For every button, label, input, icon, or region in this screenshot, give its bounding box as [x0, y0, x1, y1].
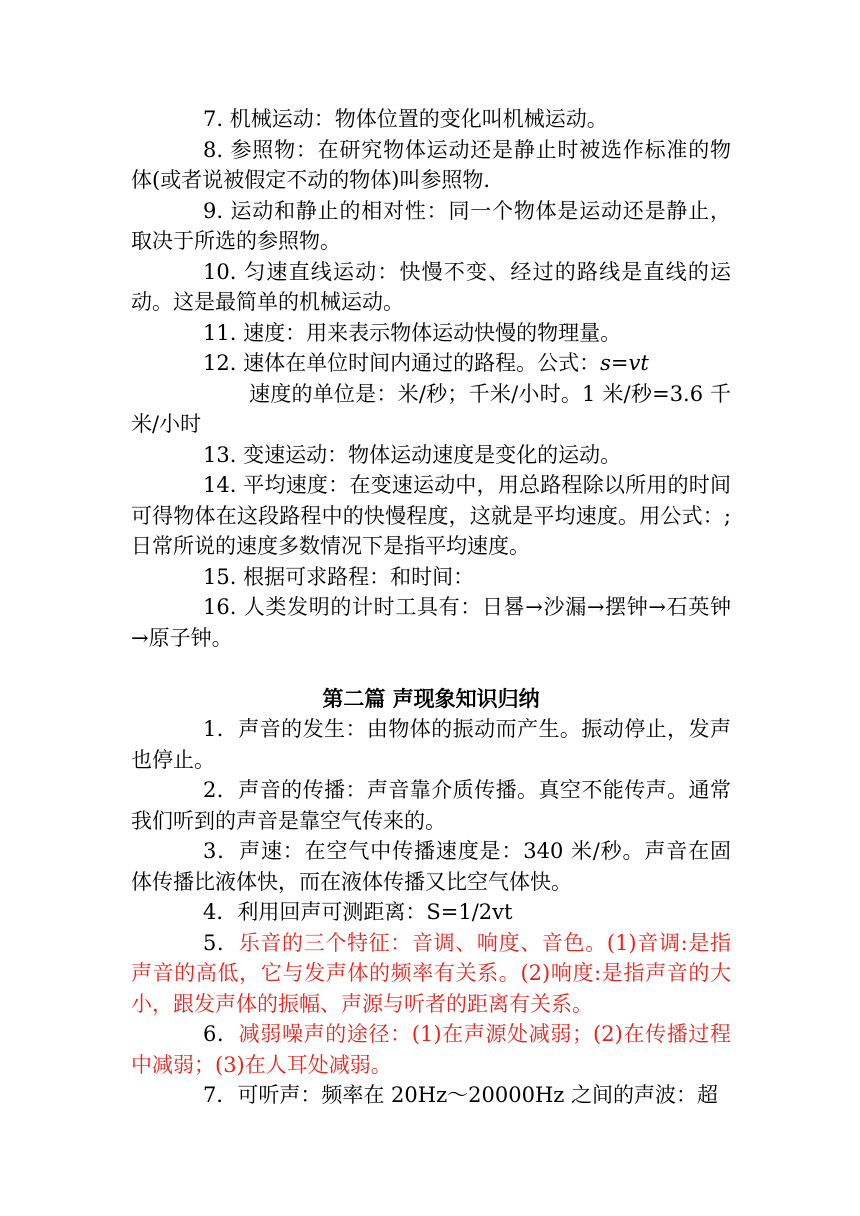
sound-item-4 [131, 897, 731, 928]
paragraph-10 [131, 257, 731, 318]
paragraph-14 [131, 470, 731, 562]
sound-item-5-highlight: 乐音的三个特征：音调、响度、音色。(1)音调:是指声音的高低，它与发声体的频率有关系。(2)响度:是指声音的大小，跟发声体的振幅、声源与听者的距离有关系。 [131, 930, 731, 1016]
paragraph-15 [131, 562, 731, 593]
paragraph-12-units [131, 379, 731, 440]
paragraph-7 [131, 104, 731, 135]
paragraph-14-text: 14. 平均速度：在变速运动中，用总路程除以所用的时间可得物体在这段路程中的快慢程度，这就是平均速度。用公式：;日常所说的速度多数情况下是指平均速度。 [131, 473, 731, 558]
paragraph-12-text: 12. 速体在单位时间内通过的路程。公式： [203, 351, 601, 375]
sound-item-2-text: 2．声音的传播：声音靠介质传播。真空不能传声。通常我们听到的声音是靠空气传来的。 [131, 778, 731, 833]
speed-formula: s=vt [600, 351, 649, 375]
sound-item-6-highlight: 减弱噪声的途径：(1)在声源处减弱；(2)在传播过程中减弱；(3)在人耳处减弱。 [131, 1022, 731, 1077]
paragraph-12-units-text: 速度的单位是：米/秒；千米/小时。1 米/秒=3.6 千米/小时 [131, 381, 731, 436]
sound-item-7-text: 7．可听声：频率在 20Hz～20000Hz 之间的声波：超 [203, 1083, 718, 1107]
paragraph-15-text: 15. 根据可求路程：和时间： [203, 564, 475, 589]
sound-item-3 [131, 836, 731, 897]
sound-item-3-text: 3．声速：在空气中传播速度是：340 米/秒。声音在固体传播比液体快，而在液体传播又比空气体快。 [131, 839, 731, 894]
sound-item-7 [131, 1080, 731, 1111]
paragraph-12 [131, 348, 731, 379]
paragraph-8-text: 8. 参照物：在研究物体运动还是静止时被选作标准的物体(或者说被假定不动的物体)叫参照物. [131, 137, 731, 192]
document-body [131, 104, 731, 1111]
paragraph-8 [131, 135, 731, 196]
paragraph-9-text: 9. 运动和静止的相对性：同一个物体是运动还是静止，取决于所选的参照物。 [131, 198, 731, 253]
paragraph-13-text: 13. 变速运动：物体运动速度是变化的运动。 [203, 442, 622, 467]
sound-item-1 [131, 714, 731, 775]
sound-item-2 [131, 775, 731, 836]
paragraph-7-text: 7. 机械运动：物体位置的变化叫机械运动。 [203, 107, 608, 131]
paragraph-13 [131, 440, 731, 471]
paragraph-16 [131, 592, 731, 653]
sound-item-6 [131, 1019, 731, 1080]
sound-item-1-text: 1．声音的发生：由物体的振动而产生。振动停止，发声也停止。 [131, 717, 731, 772]
paragraph-10-text: 10. 匀速直线运动：快慢不变、经过的路线是直线的运动。这是最简单的机械运动。 [131, 259, 731, 314]
paragraph-16-text: 16. 人类发明的计时工具有：日晷→沙漏→摆钟→石英钟→原子钟。 [131, 595, 731, 650]
paragraph-11-text: 11. 速度：用来表示物体运动快慢的物理量。 [203, 320, 622, 345]
sound-item-5-number: 5． [203, 930, 239, 955]
sound-item-4-text: 4．利用回声可测距离：S=1/2vt [203, 900, 513, 924]
section-heading: 第二篇 声现象知识归纳 [322, 686, 540, 711]
paragraph-11 [131, 318, 731, 349]
blank-line [131, 653, 731, 684]
paragraph-9 [131, 196, 731, 257]
sound-item-5 [131, 928, 731, 1020]
sound-item-6-number: 6． [203, 1022, 239, 1046]
